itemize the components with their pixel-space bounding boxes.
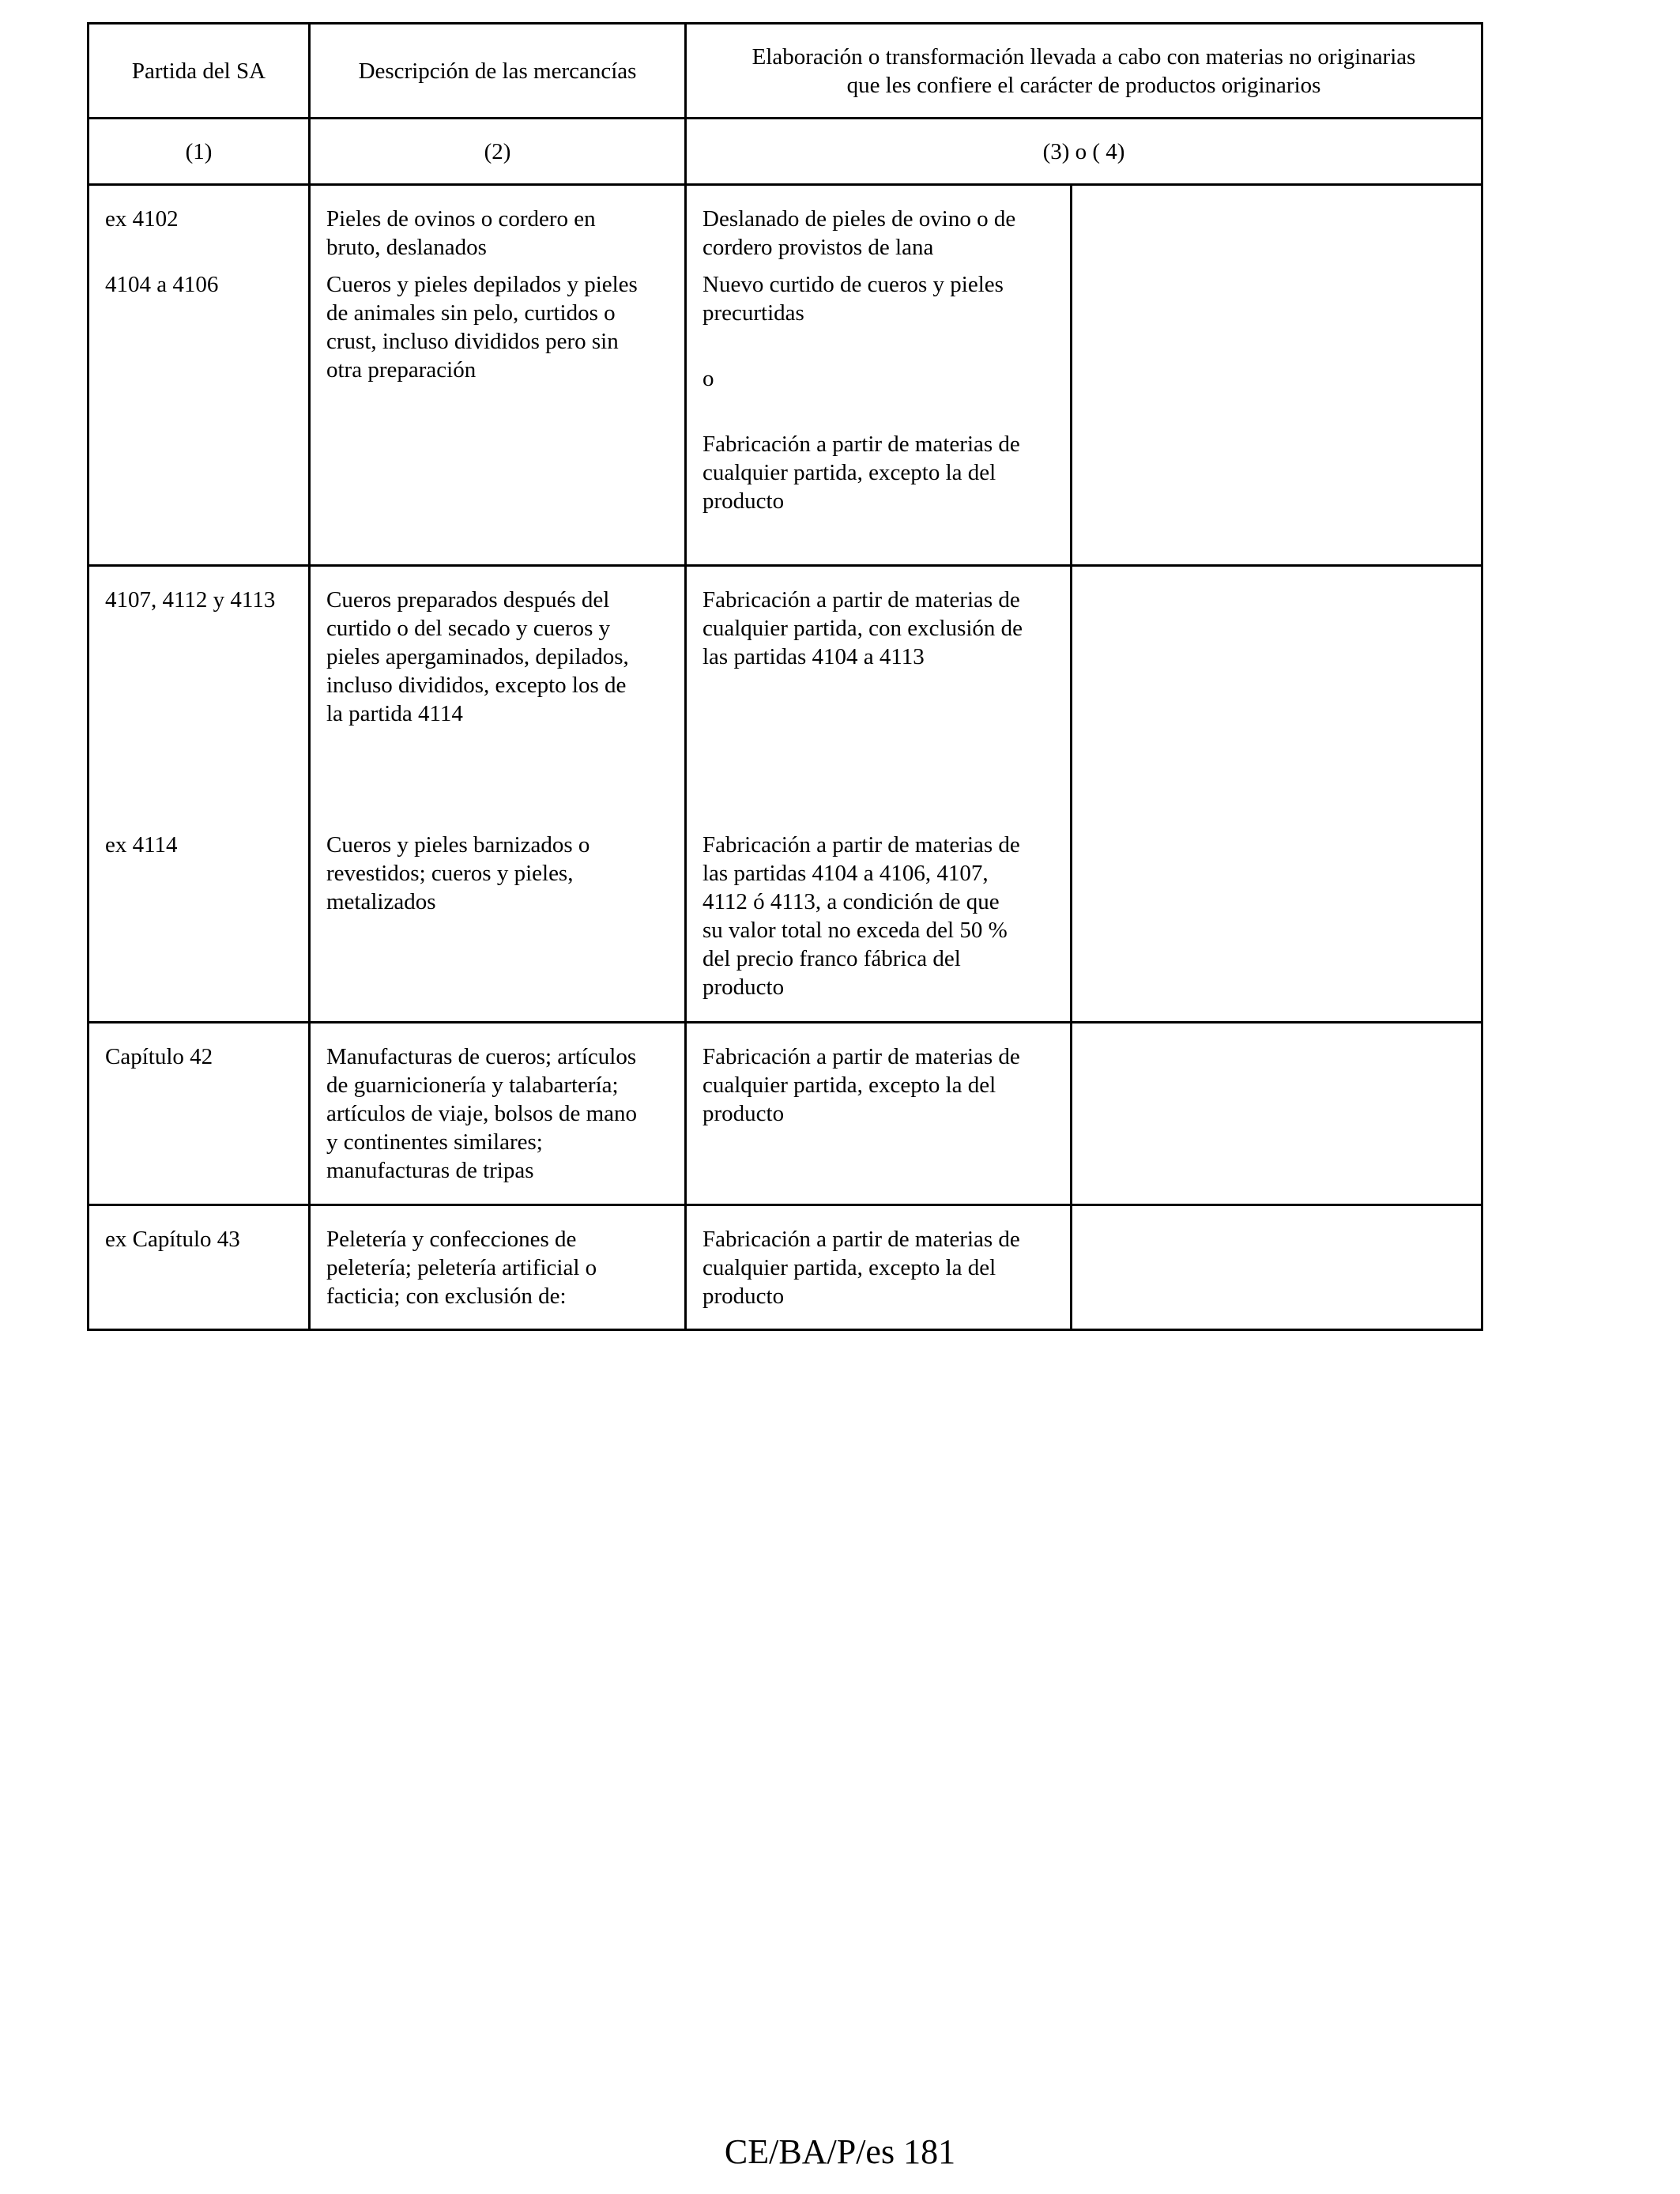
rule-line: su valor total no exceda del 50 % — [703, 918, 1008, 943]
rule-line: cualquier partida, con exclusión de — [703, 616, 1023, 641]
rule-line: precurtidas — [703, 300, 804, 326]
rule-line: Fabricación a partir de materias de — [703, 432, 1020, 457]
page-footer-reference: CE/BA/P/es 181 — [724, 2132, 956, 2171]
description-line: y continentes similares; — [326, 1129, 543, 1155]
rule-line: cualquier partida, excepto la del — [703, 1072, 996, 1098]
column-number-row — [89, 119, 1482, 185]
description-cell — [310, 1205, 686, 1330]
hs-code: ex 4102 — [105, 206, 179, 232]
description-line: Cueros y pieles barnizados o — [326, 832, 590, 858]
rule-cell — [686, 1205, 1072, 1330]
table-row — [89, 566, 1482, 1023]
document-page — [87, 22, 1481, 1331]
description-line: peletería; peletería artificial o — [326, 1255, 597, 1280]
rule-line: 4112 ó 4113, a condición de que — [703, 889, 1000, 914]
column-number-1: (1) — [89, 119, 310, 185]
empty-cell — [1072, 566, 1482, 1023]
description-line: curtido o del secado y cueros y — [326, 616, 611, 641]
description-line: de guarnicionería y talabartería; — [326, 1072, 619, 1098]
description-line: la partida 4114 — [326, 701, 463, 726]
rule-line: las partidas 4104 a 4113 — [703, 644, 925, 669]
column-number-2: (2) — [310, 119, 686, 185]
rule-line: cualquier partida, excepto la del — [703, 1255, 996, 1280]
rule-line: Deslanado de pieles de ovino o de — [703, 206, 1016, 232]
description-line: de animales sin pelo, curtidos o — [326, 300, 616, 326]
description-line: metalizados — [326, 889, 436, 914]
column-number-3-4: (3) o ( 4) — [686, 119, 1482, 185]
rule-line: del precio franco fábrica del — [703, 946, 961, 971]
description-line: pieles apergaminados, depilados, — [326, 644, 629, 669]
header-hs-heading — [89, 24, 310, 119]
hs-code-cell — [89, 566, 310, 1023]
rule-line: cualquier partida, excepto la del — [703, 460, 996, 485]
description-line: Manufacturas de cueros; artículos — [326, 1044, 637, 1069]
rule-line: Fabricación a partir de materias de — [703, 587, 1020, 613]
header-processing-line-1: Elaboración o transformación llevada a cabo con materias no originarias — [751, 43, 1416, 70]
rule-line: producto — [703, 488, 785, 514]
description-line: Cueros y pieles depilados y pieles — [326, 272, 638, 297]
hs-code: 4104 a 4106 — [105, 272, 219, 297]
header-row — [89, 24, 1482, 119]
empty-cell — [1072, 1205, 1482, 1330]
origin-rules-table — [87, 22, 1483, 1331]
description-line: facticia; con exclusión de: — [326, 1284, 567, 1309]
description-line: crust, incluso divididos pero sin — [326, 329, 619, 354]
description-line: Pieles de ovinos o cordero en — [326, 206, 596, 232]
description-line: revestidos; cueros y pieles, — [326, 861, 574, 886]
hs-code-cell — [89, 1205, 310, 1330]
empty-cell — [1072, 185, 1482, 566]
header-hs-heading-text: Partida del SA — [131, 58, 266, 84]
table-row — [89, 185, 1482, 566]
rule-line: cordero provistos de lana — [703, 235, 934, 260]
description-line: incluso divididos, excepto los de — [326, 673, 627, 698]
description-line: Cueros preparados después del — [326, 587, 610, 613]
description-cell — [310, 185, 686, 566]
header-description-text: Descripción de las mercancías — [358, 58, 637, 84]
rule-line: producto — [703, 1284, 785, 1309]
rule-line: las partidas 4104 a 4106, 4107, — [703, 861, 989, 886]
rule-or-connector: o — [703, 366, 714, 391]
hs-code: 4107, 4112 y 4113 — [105, 587, 276, 613]
rule-cell — [686, 185, 1072, 566]
table-row — [89, 1205, 1482, 1330]
rule-line: producto — [703, 974, 785, 1000]
rule-line: Fabricación a partir de materias de — [703, 832, 1020, 858]
hs-code: ex Capítulo 43 — [105, 1227, 240, 1252]
hs-code-cell — [89, 185, 310, 566]
empty-cell — [1072, 1023, 1482, 1205]
hs-code: Capítulo 42 — [105, 1044, 213, 1069]
header-processing-line-2: que les confiere el carácter de productos originarios — [846, 72, 1321, 98]
table-row — [89, 1023, 1482, 1205]
rule-cell — [686, 566, 1072, 1023]
rule-cell — [686, 1023, 1072, 1205]
description-line: Peletería y confecciones de — [326, 1227, 577, 1252]
rule-line: producto — [703, 1101, 785, 1126]
description-cell — [310, 1023, 686, 1205]
description-line: otra preparación — [326, 357, 477, 383]
description-line: bruto, deslanados — [326, 235, 487, 260]
hs-code: ex 4114 — [105, 832, 178, 858]
hs-code-cell — [89, 1023, 310, 1205]
header-processing — [686, 24, 1482, 119]
description-cell — [310, 566, 686, 1023]
description-line: manufacturas de tripas — [326, 1158, 534, 1183]
rule-line: Fabricación a partir de materias de — [703, 1227, 1020, 1252]
rule-line: Fabricación a partir de materias de — [703, 1044, 1020, 1069]
description-line: artículos de viaje, bolsos de mano — [326, 1101, 638, 1126]
header-description — [310, 24, 686, 119]
rule-line: Nuevo curtido de cueros y pieles — [703, 272, 1004, 297]
